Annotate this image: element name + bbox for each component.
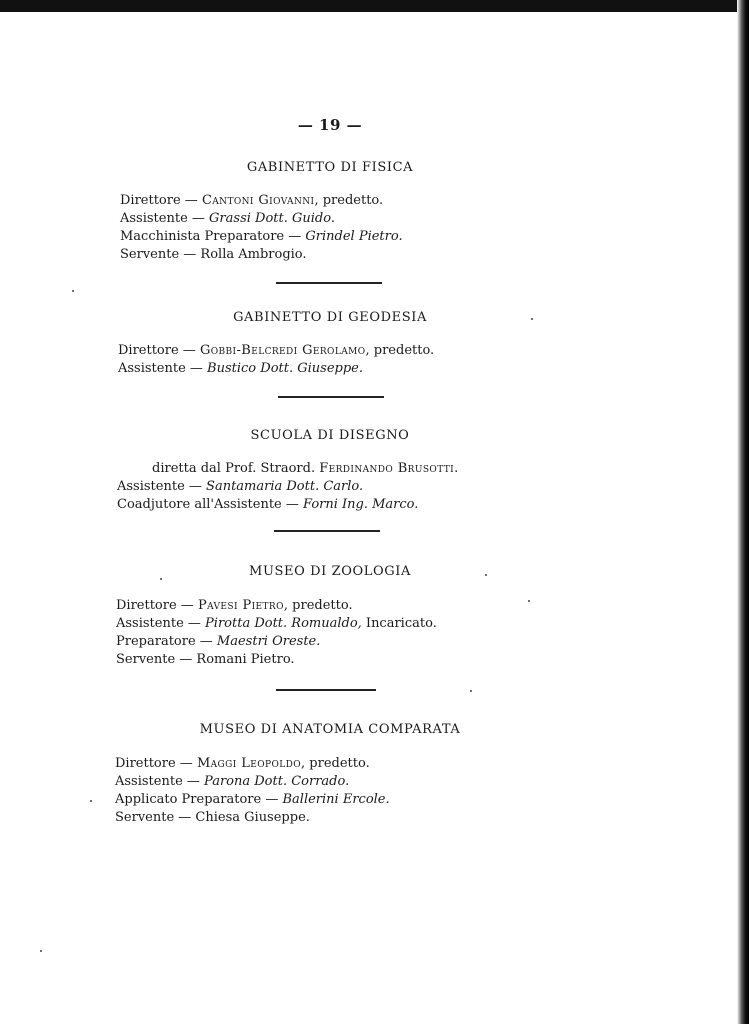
staff-name: Ferdinando Brusotti. bbox=[319, 461, 459, 476]
staff-role: Macchinista Preparatore bbox=[120, 229, 285, 244]
dash: — bbox=[175, 652, 197, 667]
staff-name: Santamaria Dott. Carlo. bbox=[206, 479, 364, 494]
staff-name: Gobbi-Belcredi Gerolamo bbox=[199, 343, 366, 358]
dash: — bbox=[175, 756, 197, 771]
scan-speck bbox=[531, 318, 533, 320]
staff-suffix: , predetto. bbox=[283, 598, 353, 613]
staff-line bbox=[116, 651, 295, 669]
staff-line bbox=[118, 360, 363, 378]
dash: — bbox=[185, 361, 208, 376]
intro-line bbox=[152, 460, 459, 478]
staff-suffix: , predetto. bbox=[301, 756, 370, 771]
dash: — bbox=[261, 792, 283, 807]
staff-line bbox=[120, 192, 383, 210]
staff-name: Grassi Dott. Guido. bbox=[209, 211, 335, 226]
staff-line bbox=[120, 246, 307, 264]
staff-name: Romani Pietro. bbox=[196, 652, 295, 667]
scan-speck bbox=[72, 290, 74, 292]
staff-role: Coadjutore all'Assistente bbox=[117, 497, 282, 512]
staff-name: Ballerini Ercole. bbox=[282, 792, 390, 807]
staff-line bbox=[120, 228, 403, 246]
staff-role: Preparatore bbox=[116, 634, 196, 649]
scan-speck bbox=[40, 950, 42, 952]
staff-line bbox=[117, 478, 363, 496]
staff-line bbox=[115, 755, 370, 773]
staff-suffix: , predetto. bbox=[365, 343, 435, 358]
section-divider bbox=[276, 282, 382, 284]
staff-line bbox=[118, 342, 434, 360]
staff-name: Rolla Ambrogio. bbox=[200, 247, 307, 262]
scan-speck bbox=[470, 690, 472, 692]
dash: — bbox=[180, 193, 202, 208]
scan-speck bbox=[528, 600, 530, 602]
staff-suffix: , predetto. bbox=[314, 193, 384, 208]
staff-line bbox=[115, 773, 349, 791]
dash: — bbox=[195, 634, 217, 649]
staff-name: Pirotta Dott. Romualdo, bbox=[205, 616, 362, 631]
dash: — bbox=[184, 479, 207, 494]
section-heading: MUSEO DI ANATOMIA COMPARATA bbox=[199, 722, 461, 737]
staff-name: Parona Dott. Corrado. bbox=[204, 774, 350, 789]
staff-suffix: Incaricato. bbox=[361, 616, 437, 631]
staff-role: Direttore bbox=[118, 343, 179, 358]
staff-role: Applicato Preparatore bbox=[115, 792, 262, 807]
staff-name: Bustico Dott. Giuseppe. bbox=[207, 361, 363, 376]
staff-role: Assistente bbox=[120, 211, 188, 226]
staff-line bbox=[116, 615, 437, 633]
dash: — bbox=[281, 497, 304, 512]
staff-line bbox=[117, 496, 418, 514]
staff-role: Direttore bbox=[115, 756, 176, 771]
dash: — bbox=[174, 810, 196, 825]
dash: — bbox=[187, 211, 210, 226]
staff-role: Servente bbox=[116, 652, 176, 667]
staff-role: Direttore bbox=[120, 193, 181, 208]
staff-role: Assistente bbox=[117, 479, 185, 494]
section-divider bbox=[278, 396, 384, 398]
staff-name: Chiesa Giuseppe. bbox=[195, 810, 310, 825]
staff-name: Maggi Leopoldo bbox=[196, 756, 302, 771]
staff-role: Direttore bbox=[116, 598, 177, 613]
staff-name: Cantoni Giovanni bbox=[201, 193, 315, 208]
scan-speck bbox=[90, 800, 92, 802]
staff-role: Servente bbox=[115, 810, 175, 825]
scan-top-border bbox=[0, 0, 749, 12]
intro-text: diretta dal Prof. Straord. bbox=[152, 461, 320, 476]
dash: — bbox=[178, 343, 200, 358]
staff-role: Assistente bbox=[118, 361, 186, 376]
section-divider bbox=[276, 689, 376, 691]
staff-name: Grindel Pietro. bbox=[305, 229, 403, 244]
staff-name: Maestri Oreste. bbox=[216, 634, 321, 649]
staff-role: Assistente bbox=[115, 774, 183, 789]
dash: — bbox=[182, 774, 205, 789]
staff-role: Servente bbox=[120, 247, 180, 262]
section-divider bbox=[274, 530, 380, 532]
dash: — bbox=[176, 598, 198, 613]
staff-name: Forni Ing. Marco. bbox=[303, 497, 419, 512]
dash: — bbox=[183, 616, 206, 631]
staff-line bbox=[115, 791, 390, 809]
page-number: — 19 — bbox=[297, 116, 363, 134]
dash: — bbox=[179, 247, 201, 262]
staff-line bbox=[120, 210, 335, 228]
staff-role: Assistente bbox=[116, 616, 184, 631]
staff-name: Pavesi Pietro bbox=[197, 598, 284, 613]
section-heading: MUSEO DI ZOOLOGIA bbox=[249, 564, 411, 579]
section-heading: SCUOLA DI DISEGNO bbox=[250, 428, 410, 443]
section-heading: GABINETTO DI FISICA bbox=[246, 160, 414, 175]
scan-speck bbox=[160, 578, 162, 580]
scan-speck bbox=[485, 574, 487, 576]
scan-right-edge bbox=[737, 0, 749, 1024]
staff-line bbox=[116, 597, 353, 615]
dash: — bbox=[284, 229, 306, 244]
section-heading: GABINETTO DI GEODESIA bbox=[233, 310, 427, 325]
staff-line bbox=[115, 809, 310, 827]
staff-line bbox=[116, 633, 320, 651]
